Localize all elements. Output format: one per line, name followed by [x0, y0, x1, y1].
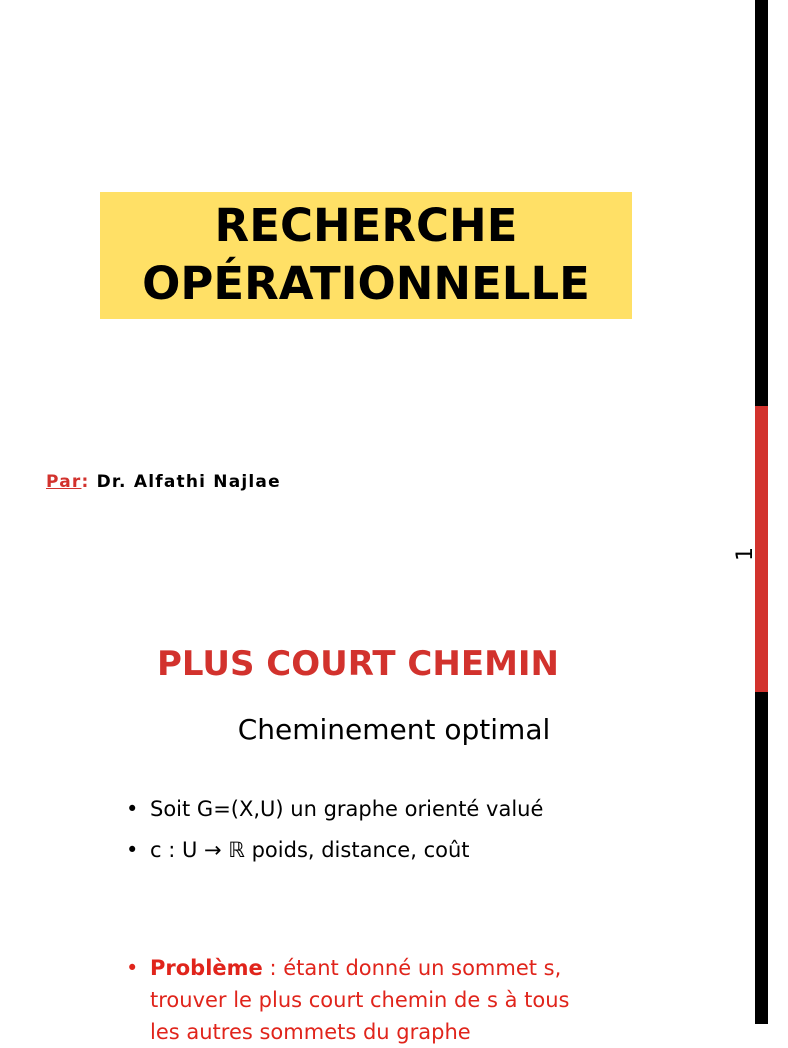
problem-continuation-2: les autres sommets du graphe [150, 1020, 471, 1044]
author-prefix: Par [46, 472, 82, 492]
title-line-1: RECHERCHE [214, 199, 518, 252]
problem-continuation: trouver le plus court chemin de s à tous [150, 988, 570, 1012]
problem-text: : étant donné un sommet s, [262, 956, 562, 980]
bullet-marker: • [126, 838, 139, 862]
author-line [46, 470, 281, 494]
page-number: 1 [733, 547, 758, 561]
bullet-marker: • [126, 797, 139, 821]
section-subtitle: Cheminement optimal [237, 713, 551, 746]
title-line-2: OPÉRATIONNELLE [142, 257, 590, 310]
author-name: Dr. Alfathi Najlae [89, 472, 281, 492]
problem-label: Problème [150, 956, 263, 980]
bullet-text: Soit G=(X,U) un graphe orienté valué [150, 797, 544, 821]
author-colon: : [81, 472, 90, 492]
problem-first-line [150, 952, 561, 984]
title-box [100, 192, 632, 319]
section-title: PLUS COURT CHEMIN [156, 644, 560, 684]
bullet-text: c : U → ℝ poids, distance, coût [150, 838, 470, 862]
bullet-marker: • [126, 956, 139, 980]
